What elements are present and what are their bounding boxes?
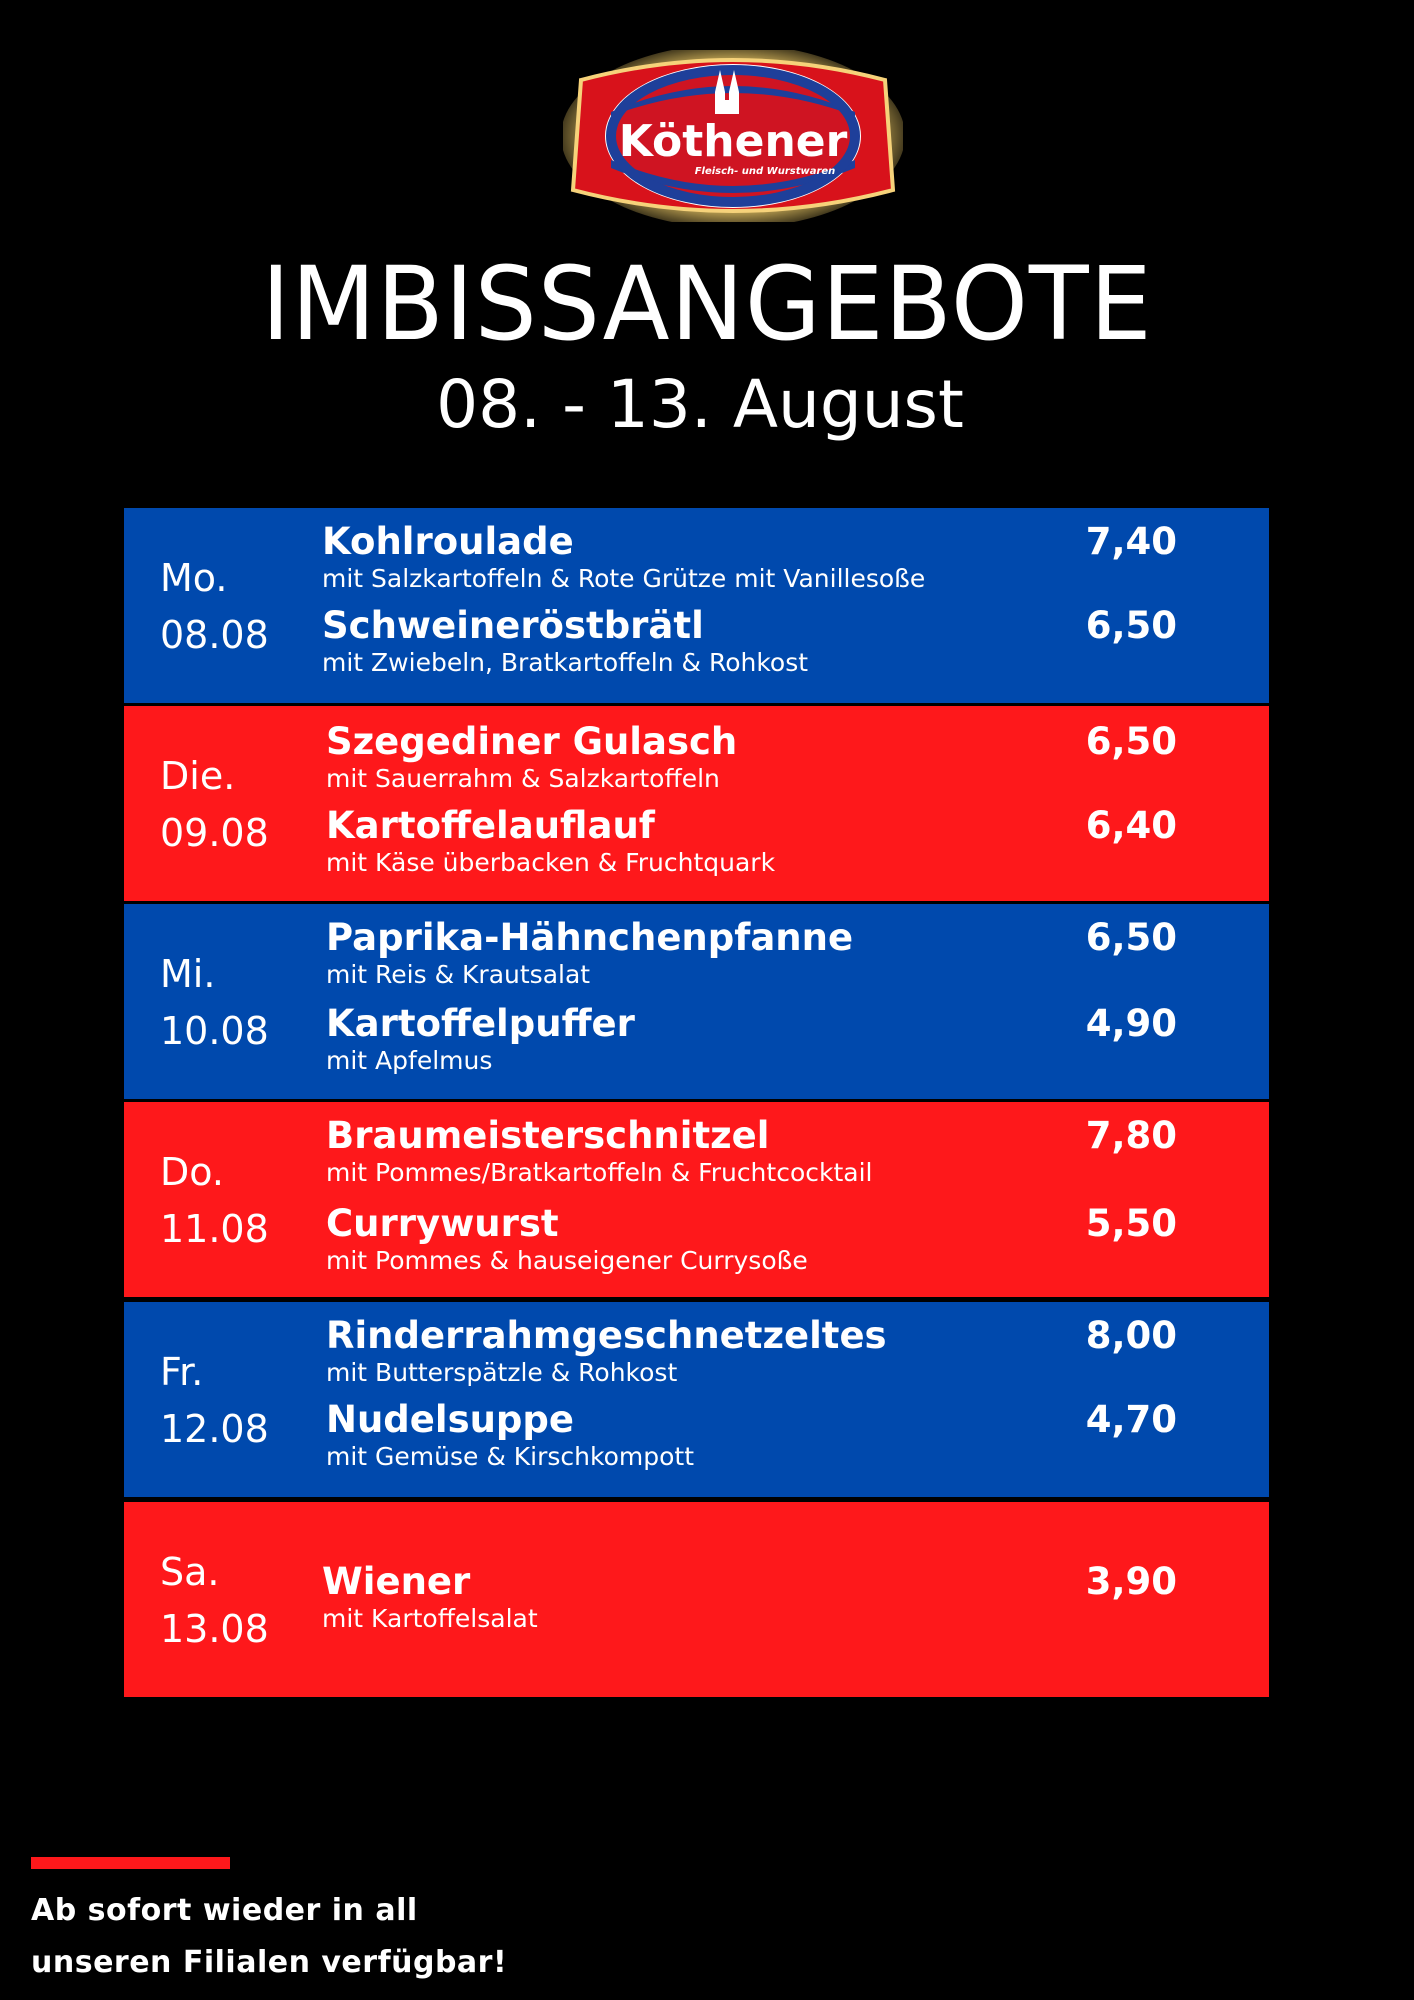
- weekday: Sa.: [160, 1550, 220, 1594]
- dish-description: mit Käse überbacken & Fruchtquark: [326, 848, 776, 877]
- weekday: Mi.: [160, 952, 216, 996]
- day-date: 09.08: [160, 811, 269, 855]
- weekday: Fr.: [160, 1350, 204, 1394]
- dish-description: mit Butterspätzle & Rohkost: [326, 1358, 678, 1387]
- menu-item: [326, 1398, 1229, 1472]
- logo-brand-text: Köthener: [618, 116, 848, 167]
- dish-price: 6,40: [1085, 804, 1177, 847]
- date-range: 08. - 13. August: [436, 366, 964, 443]
- day-date: 13.08: [160, 1607, 269, 1651]
- day-row: [124, 1502, 1269, 1697]
- day-label: [160, 946, 269, 1060]
- menu-item: [322, 604, 1229, 678]
- dish-price: 3,90: [1085, 1560, 1177, 1603]
- day-label: [160, 1544, 269, 1658]
- weekday: Do.: [160, 1150, 224, 1194]
- menu-item: [326, 1202, 1229, 1276]
- footer-accent-bar: [31, 1857, 230, 1869]
- day-label: [160, 748, 269, 862]
- day-date: 08.08: [160, 613, 269, 657]
- dish-price: 6,50: [1085, 604, 1177, 647]
- menu-item: [326, 1002, 1229, 1076]
- availability-line-1: Ab sofort wieder in all: [31, 1893, 418, 1928]
- menu-item: [326, 720, 1229, 794]
- dish-description: mit Gemüse & Kirschkompott: [326, 1442, 695, 1471]
- dish-description: mit Pommes/Bratkartoffeln & Fruchtcocktail: [326, 1158, 873, 1187]
- dish-description: mit Sauerrahm & Salzkartoffeln: [326, 764, 720, 793]
- dish-price: 6,50: [1085, 720, 1177, 763]
- dish-name: Kohlroulade: [322, 520, 574, 563]
- dish-description: mit Kartoffelsalat: [322, 1604, 538, 1633]
- day-row: [124, 1102, 1269, 1297]
- logo-tagline-text: Fleisch- und Wurstwaren: [694, 166, 836, 177]
- dish-price: 6,50: [1085, 916, 1177, 959]
- day-row: [124, 1302, 1269, 1497]
- day-date: 11.08: [160, 1207, 269, 1251]
- dish-price: 5,50: [1085, 1202, 1177, 1245]
- day-row: [124, 706, 1269, 901]
- availability-note: [31, 1885, 507, 1989]
- dish-name: Rinderrahmgeschnetzeltes: [326, 1314, 887, 1357]
- dish-description: mit Apfelmus: [326, 1046, 493, 1075]
- day-label: [160, 1344, 269, 1458]
- menu-item: [326, 1114, 1229, 1188]
- day-row: [124, 904, 1269, 1099]
- dish-price: 7,80: [1085, 1114, 1177, 1157]
- dish-description: mit Zwiebeln, Bratkartoffeln & Rohkost: [322, 648, 809, 677]
- weekday: Mo.: [160, 556, 228, 600]
- menu-item: [326, 1314, 1229, 1388]
- dish-description: mit Pommes & hauseigener Currysoße: [326, 1246, 808, 1275]
- page-title: IMBISSANGEBOTE: [261, 245, 1153, 364]
- brand-logo: [563, 50, 903, 222]
- availability-line-2: unseren Filialen verfügbar!: [31, 1945, 508, 1980]
- dish-description: mit Reis & Krautsalat: [326, 960, 591, 989]
- day-label: [160, 550, 269, 664]
- dish-price: 7,40: [1085, 520, 1177, 563]
- dish-description: mit Salzkartoffeln & Rote Grütze mit Vanillesoße: [322, 564, 926, 593]
- dish-name: Paprika-Hähnchenpfanne: [326, 916, 854, 959]
- dish-name: Szegediner Gulasch: [326, 720, 738, 763]
- dish-name: Schweineröstbrätl: [322, 604, 704, 647]
- day-date: 12.08: [160, 1407, 269, 1451]
- day-row: [124, 508, 1269, 703]
- dish-name: Kartoffelauflauf: [326, 804, 655, 847]
- dish-name: Wiener: [322, 1560, 471, 1603]
- weekday: Die.: [160, 754, 236, 798]
- dish-name: Currywurst: [326, 1202, 559, 1245]
- day-label: [160, 1144, 269, 1258]
- dish-name: Nudelsuppe: [326, 1398, 574, 1441]
- dish-name: Braumeisterschnitzel: [326, 1114, 770, 1157]
- menu-item: [326, 804, 1229, 878]
- dish-price: 4,90: [1085, 1002, 1177, 1045]
- dish-price: 4,70: [1085, 1398, 1177, 1441]
- weekly-menu: [124, 508, 1269, 1697]
- menu-item: [322, 1560, 1229, 1634]
- dish-price: 8,00: [1085, 1314, 1177, 1357]
- menu-item: [322, 520, 1229, 594]
- menu-item: [326, 916, 1229, 990]
- day-date: 10.08: [160, 1009, 269, 1053]
- dish-name: Kartoffelpuffer: [326, 1002, 635, 1045]
